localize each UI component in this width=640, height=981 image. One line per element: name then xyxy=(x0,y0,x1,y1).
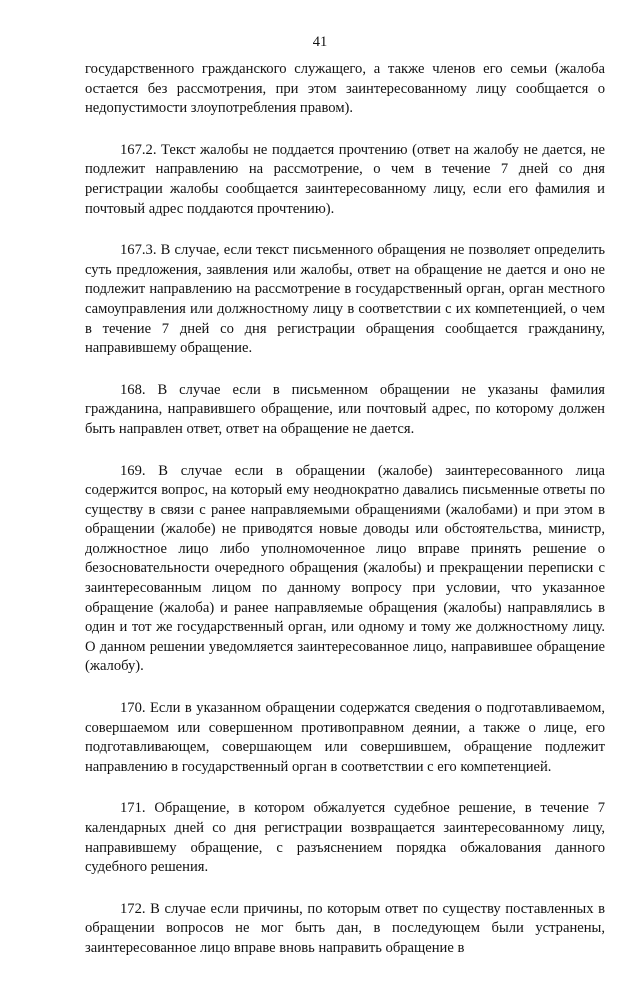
paragraph-170: 170. Если в указанном обращении содержатся сведения о подготавливаемом, совершаемом или совершенном противоправном деянии, а также о лице, его подготавливающем, совершающем или совершившем, обращение подлежит направлению в государственный орган в соответствии с его компетенцией. xyxy=(85,700,605,775)
paragraph-168: 168. В случае если в письменном обращении не указаны фамилия гражданина, направившего обращение, или почтовый адрес, по которому должен быть направлен ответ, ответ на обращение не дается. xyxy=(85,381,605,437)
paragraph-167-3: 167.3. В случае, если текст письменного обращения не позволяет определить суть предложения, заявления или жалобы, ответ на обращение не дается и оно не подлежит направлению на рассмотрение в государственный орган, орган местного самоуправления или должностному лицу в соответствии с их компетенцией, о чем в течение 7 дней со дня регистрации обращения сообщается гражданину, направившему обращение. xyxy=(85,242,605,357)
paragraph-169: 169. В случае если в обращении (жалобе) заинтересованного лица содержится вопрос, на который ему неоднократно давались письменные ответы по существу в связи с ранее направляемыми обращениями (жалобами) и при этом в обращении (жалобе) не приводятся новые доводы или обстоятельства, министр, должностное лицо либо уполномоченное лицо вправе принять решение о безосновательности очередного обращения (жалобы) и прекращении переписки с заинтересованным лицом по данному вопросу при условии, что указанное обращение (жалоба) и ранее направляемые обращения (жалобы) направлялись в один и тот же государственный орган, или одному и тому же должностному лицу. О данном решении уведомляется заинтересованное лицо, направившее обращение (жалобу). xyxy=(85,462,605,675)
document-body xyxy=(85,60,605,981)
paragraph-167-2: 167.2. Текст жалобы не поддается прочтению (ответ на жалобу не дается, не подлежит направлению на рассмотрение, о чем в течение 7 дней со дня регистрации жалобы сообщается заинтересованному лицу, если его фамилия и почтовый адрес поддаются прочтению). xyxy=(85,141,605,217)
paragraph-172: 172. В случае если причины, по которым ответ по существу поставленных в обращении вопросов не мог быть дан, в последующем были устранены, заинтересованное лицо вправе вновь направить обращение в xyxy=(85,900,605,956)
page-number: 41 xyxy=(312,34,328,50)
paragraph-continued: государственного гражданского служащего, а также членов его семьи (жалоба остается без рассмотрения, при этом заинтересованному лицу сообщается о недопустимости злоупотребления правом). xyxy=(85,61,605,117)
paragraph-171: 171. Обращение, в котором обжалуется судебное решение, в течение 7 календарных дней со дня регистрации возвращается заинтересованному лицу, направившему обращение, с разъяснением порядка обжалования данного судебного решения. xyxy=(85,800,605,876)
